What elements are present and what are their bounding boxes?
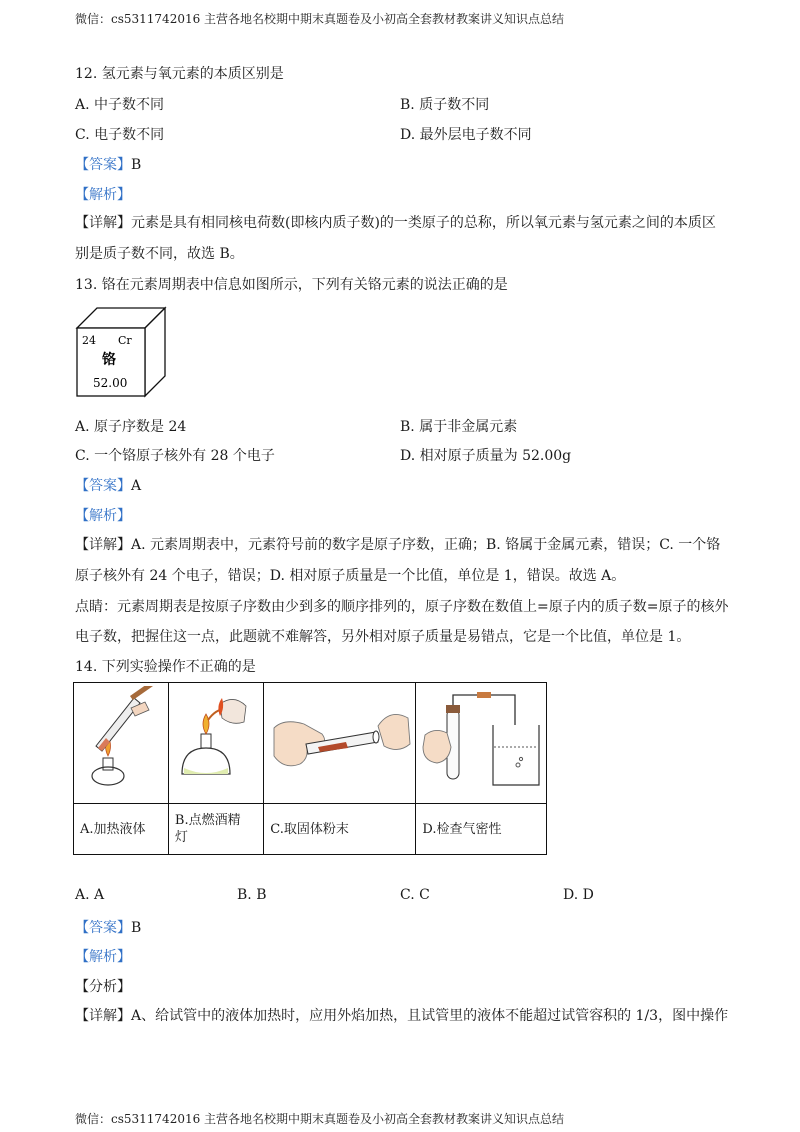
- q13-analysis-tag: 【解析】: [75, 508, 131, 524]
- page-header: 微信：cs5311742016 主营各地名校期中期末真题卷及小初高全套教材教案讲义知识点总结: [75, 12, 565, 26]
- q14-analysis2-tag: 【分析】: [75, 979, 131, 995]
- q12-option-a: A. 中子数不同: [75, 97, 165, 113]
- experiment-table: [73, 682, 547, 855]
- q13-detail: [75, 534, 720, 554]
- q14-analysis-tag: 【解析】: [75, 949, 131, 965]
- element-number: 24: [82, 334, 96, 347]
- answer-tag: 【答案】: [75, 157, 131, 173]
- q12-answer: [75, 154, 141, 174]
- detail-line: A、给试管中的液体加热时，应用外焰加热，且试管里的液体不能超过试管容积的 1/3，图中操作: [131, 1008, 729, 1024]
- pic-light-lamp: [168, 683, 263, 804]
- answer-tag: 【答案】: [75, 478, 131, 494]
- label-solid-powder: C.取固体粉末: [264, 804, 416, 855]
- pic-airtightness: [416, 683, 547, 804]
- detail-tag: 【详解】: [75, 537, 131, 553]
- q13-option-a: A. 原子序数是 24: [75, 419, 187, 435]
- label-heat-liquid: A.加热液体: [74, 804, 169, 855]
- q13-note-line1: 点睛：元素周期表是按原子序数由少到多的顺序排列的，原子序数在数值上=原子内的质子数=原子的核外: [75, 599, 729, 615]
- light-lamp-illustration: [170, 686, 262, 796]
- answer-value: B: [131, 157, 142, 173]
- q13-answer: [75, 475, 141, 495]
- answer-tag: 【答案】: [75, 920, 131, 936]
- q13-detail-line2: 原子核外有 24 个电子，错误；D. 相对原子质量是一个比值，单位是 1，错误。故选 A。: [75, 568, 626, 584]
- solid-powder-illustration: [266, 686, 414, 796]
- q12-stem: 12. 氢元素与氧元素的本质区别是: [75, 66, 284, 82]
- element-symbol: Cr: [118, 334, 132, 347]
- pic-heat-liquid: [74, 683, 169, 804]
- heat-liquid-illustration: [76, 686, 166, 796]
- q14-option-c: C. C: [400, 887, 430, 903]
- q13-option-d: D. 相对原子质量为 52.00g: [400, 448, 572, 464]
- answer-value: B: [131, 920, 142, 936]
- q12-analysis-tag: 【解析】: [75, 187, 131, 203]
- q14-option-d: D. D: [563, 887, 594, 903]
- q13-option-b: B. 属于非金属元素: [400, 419, 518, 435]
- q14-stem: 14. 下列实验操作不正确的是: [75, 659, 256, 675]
- label-light-lamp-text: B.点燃酒精灯: [174, 813, 241, 845]
- q12-detail-line2: 别是质子数不同，故选 B。: [75, 246, 244, 262]
- q14-detail: [75, 1005, 728, 1025]
- q12-option-d: D. 最外层电子数不同: [400, 127, 532, 143]
- detail-tag: 【详解】: [75, 1008, 131, 1024]
- page-footer: 微信：cs5311742016 主营各地名校期中期末真题卷及小初高全套教材教案讲义知识点总结: [75, 1112, 565, 1126]
- q12-option-b: B. 质子数不同: [400, 97, 490, 113]
- label-airtightness: D.检查气密性: [416, 804, 547, 855]
- label-light-lamp: [168, 804, 263, 855]
- q13-option-c: C. 一个铬原子核外有 28 个电子: [75, 448, 275, 464]
- pic-solid-powder: [264, 683, 416, 804]
- q14-answer: [75, 917, 141, 937]
- q13-stem: 13. 铬在元素周期表中信息如图所示，下列有关铬元素的说法正确的是: [75, 277, 508, 293]
- detail-line: A. 元素周期表中，元素符号前的数字是原子序数，正确；B. 铬属于金属元素，错误；C. 一个铬: [131, 537, 721, 553]
- element-mass: 52.00: [93, 376, 128, 390]
- element-name: 铬: [102, 352, 116, 368]
- q14-option-a: A. A: [75, 887, 105, 903]
- element-card-cr: [75, 306, 170, 398]
- detail-line: 元素是具有相同核电荷数(即核内质子数)的一类原子的总称，所以氧元素与氢元素之间的本质区: [131, 215, 716, 231]
- q13-note-line2: 电子数，把握住这一点，此题就不难解答，另外相对原子质量是易错点，它是一个比值，单位是 1。: [75, 629, 691, 645]
- q12-detail: [75, 212, 716, 232]
- detail-tag: 【详解】: [75, 215, 131, 231]
- answer-value: A: [131, 478, 142, 494]
- q12-option-c: C. 电子数不同: [75, 127, 165, 143]
- airtightness-illustration: [417, 685, 545, 797]
- q14-option-b: B. B: [237, 887, 267, 903]
